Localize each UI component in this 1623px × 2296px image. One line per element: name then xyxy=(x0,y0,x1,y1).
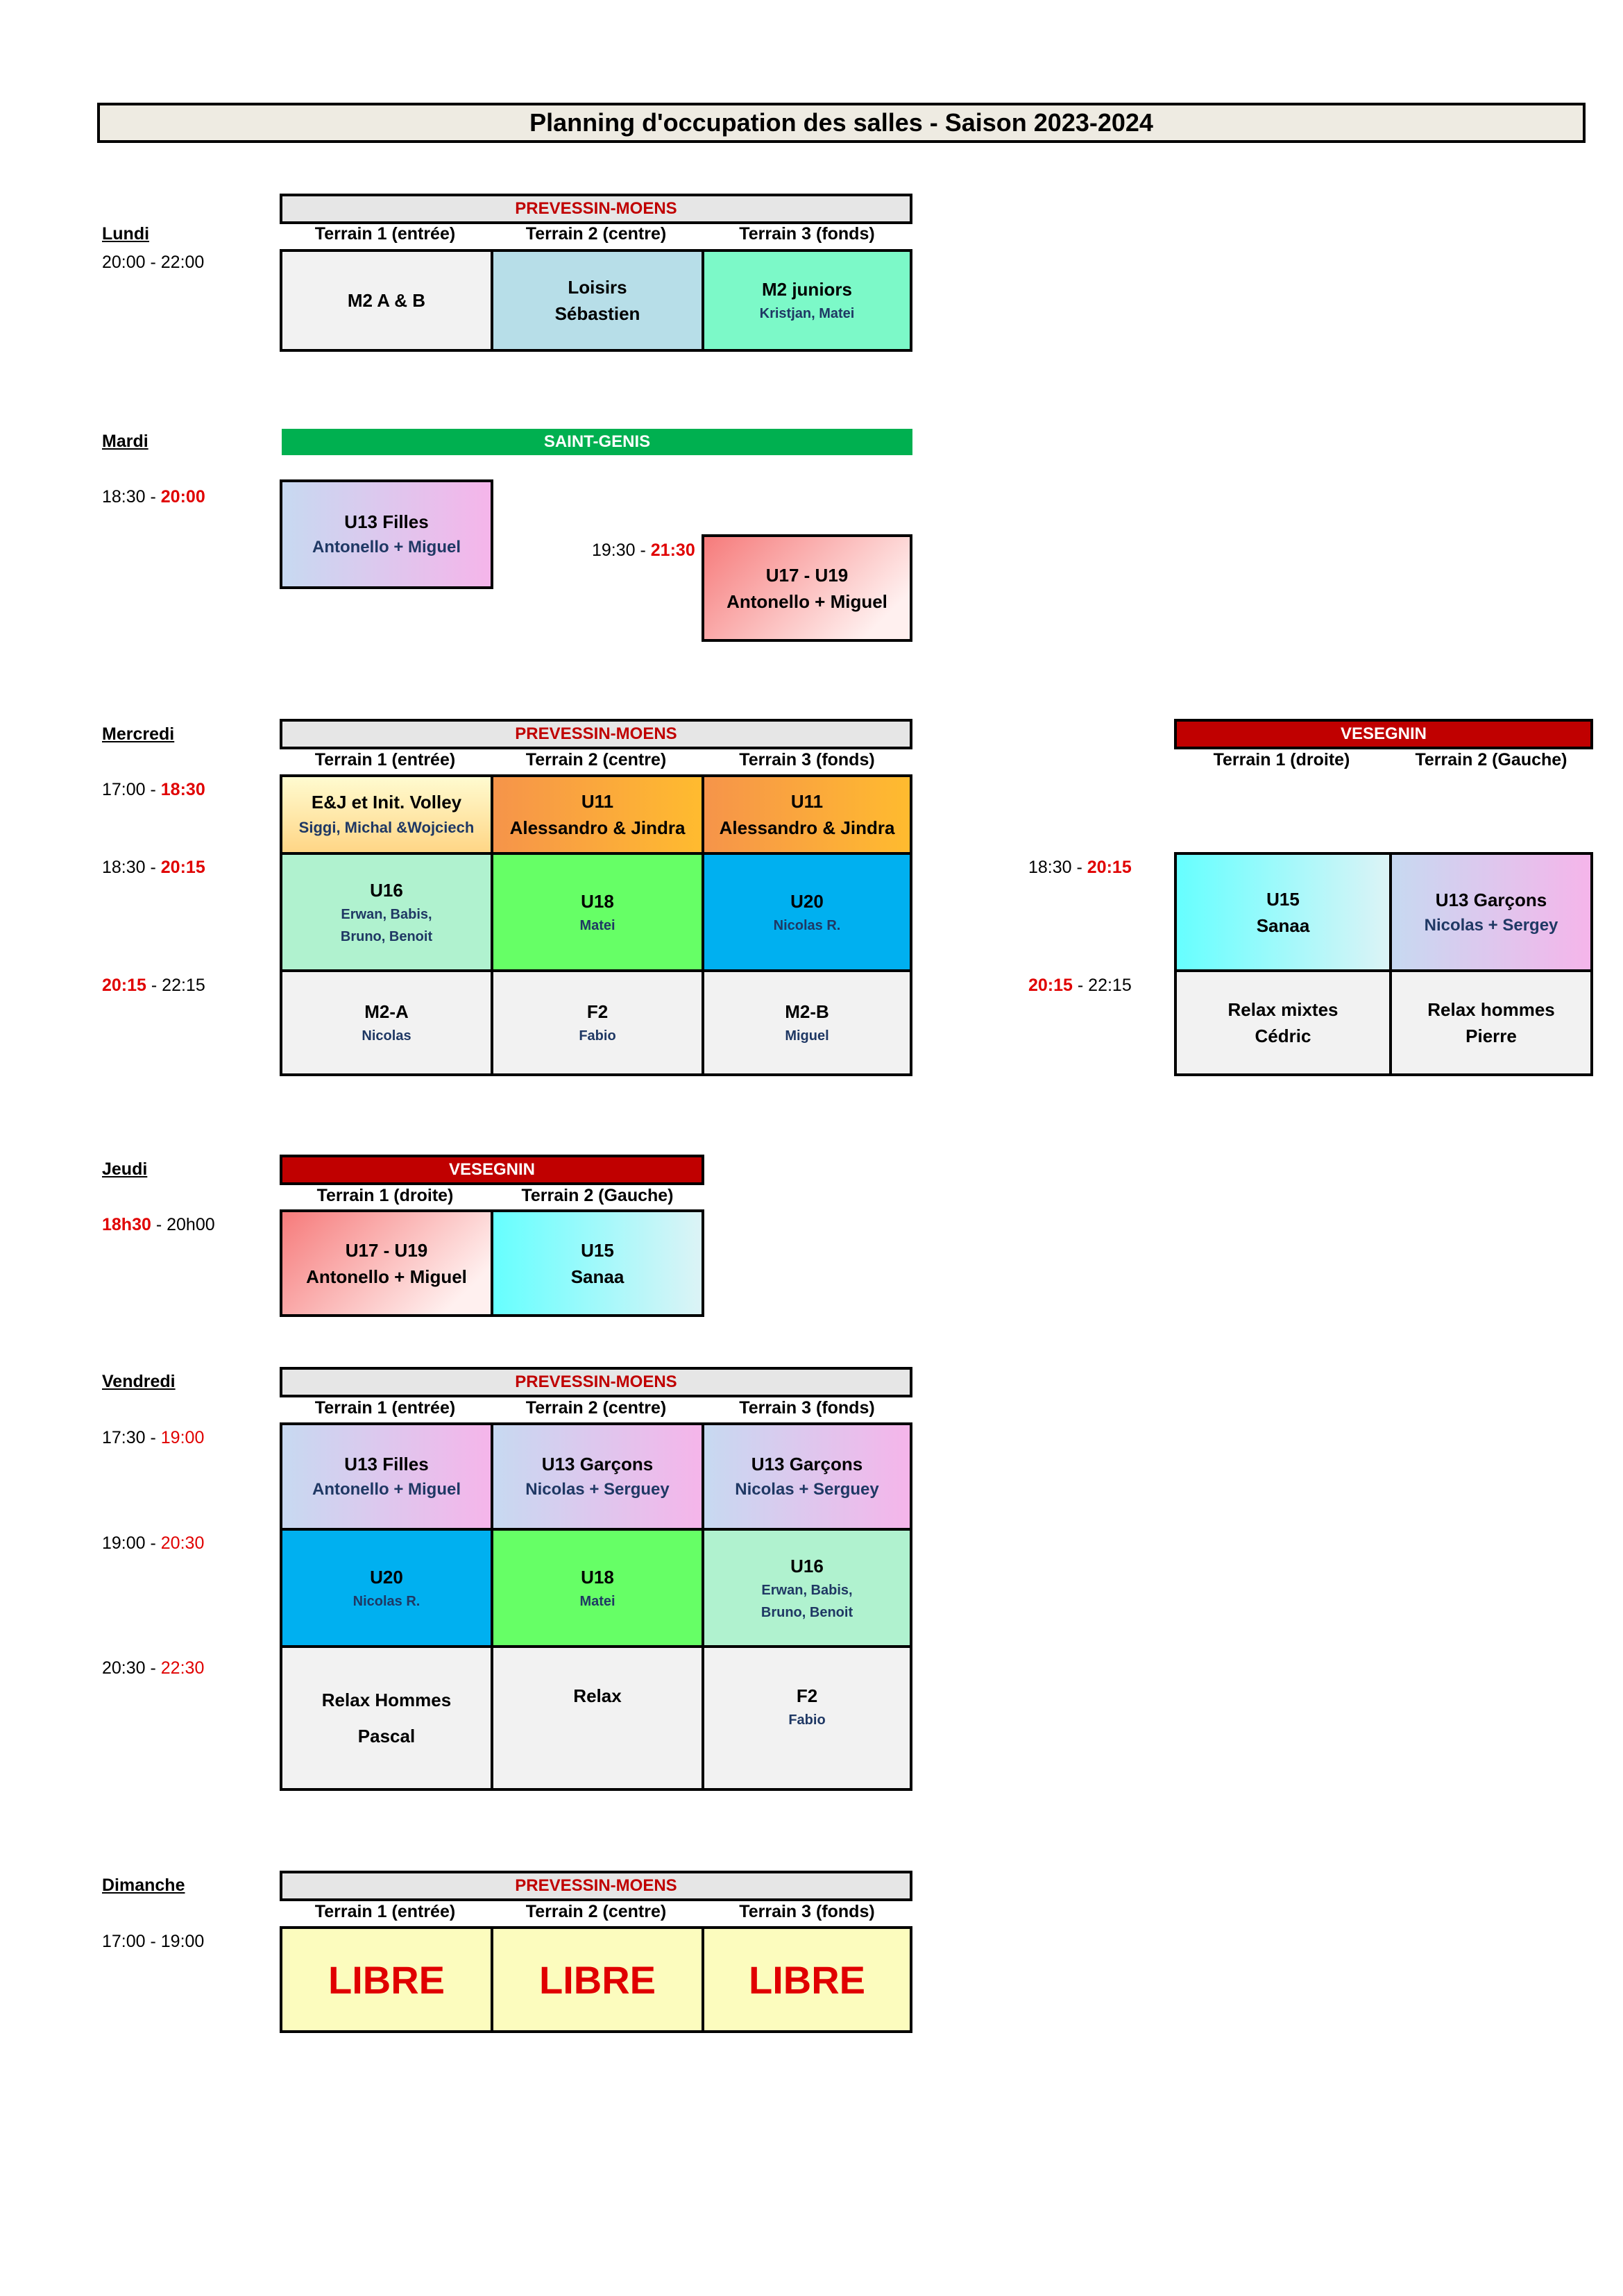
coach-name: Cédric xyxy=(1255,1026,1311,1046)
team-name: Relax Hommes xyxy=(321,1690,452,1710)
coach-name: Nicolas xyxy=(362,1028,411,1044)
court-header: Terrain 2 (Gauche) xyxy=(1415,750,1567,769)
coach-name: Matei xyxy=(579,917,615,933)
schedule-cell xyxy=(280,774,493,855)
schedule-cell xyxy=(280,969,493,1076)
time-slot: 20:15 - 22:15 xyxy=(102,976,205,995)
time-slot: 18:30 - 20:15 xyxy=(102,858,205,877)
team-name: U13 Filles xyxy=(344,1454,429,1474)
schedule-cell xyxy=(280,1645,493,1791)
court-header: Terrain 1 (droite) xyxy=(316,1186,454,1205)
coach-name: Sébastien xyxy=(554,303,640,324)
day-label-dimanche: Dimanche xyxy=(102,1876,185,1895)
team-name: Relax hommes xyxy=(1427,999,1555,1020)
coach-name: Nicolas + Serguey xyxy=(735,1480,879,1499)
coach-name: Alessandro & Jindra xyxy=(719,817,895,838)
venue-header-prevessin: PREVESSIN-MOENS xyxy=(280,719,912,749)
schedule-cell xyxy=(1389,969,1593,1076)
schedule-cell xyxy=(1389,852,1593,972)
schedule-cell xyxy=(491,1528,704,1648)
team-name: U20 xyxy=(370,1566,403,1588)
coach-name: Sanaa xyxy=(1256,915,1310,936)
coach-name: Pascal xyxy=(357,1726,416,1746)
team-name: U16 xyxy=(370,879,403,901)
court-header: Terrain 2 (centre) xyxy=(525,224,667,244)
schedule-cell xyxy=(702,1926,912,2033)
court-header: Terrain 1 (entrée) xyxy=(314,750,456,769)
coach-name: Nicolas + Serguey xyxy=(525,1480,670,1499)
venue-header-prevessin: PREVESSIN-MOENS xyxy=(280,194,912,224)
schedule-cell xyxy=(280,1926,493,2033)
schedule-cell xyxy=(491,1645,704,1791)
schedule-cell xyxy=(280,479,493,589)
free-slot-label: LIBRE xyxy=(539,1957,656,2002)
day-label-mercredi: Mercredi xyxy=(102,724,175,744)
coach-name: Erwan, Babis, xyxy=(341,906,432,922)
schedule-cell xyxy=(702,969,912,1076)
team-name: Loisirs xyxy=(568,277,627,298)
coach-name: Antonello + Miguel xyxy=(312,538,461,556)
time-slot: 18:30 - 20:15 xyxy=(1028,858,1132,877)
schedule-cell xyxy=(491,852,704,972)
schedule-cell xyxy=(491,1926,704,2033)
schedule-cell xyxy=(280,1209,493,1317)
schedule-cell xyxy=(702,774,912,855)
time-slot: 19:00 - 20:30 xyxy=(102,1533,205,1553)
coach-name: Antonello + Miguel xyxy=(306,1266,467,1287)
coach-name: Kristjan, Matei xyxy=(759,306,855,321)
coach-name: Pierre xyxy=(1465,1026,1517,1046)
coach-name: Fabio xyxy=(788,1712,826,1728)
schedule-cell xyxy=(491,969,704,1076)
team-name: U18 xyxy=(581,1566,614,1588)
team-name: M2 juniors xyxy=(761,279,852,300)
team-name: U13 Garçons xyxy=(1435,889,1547,910)
free-slot-label: LIBRE xyxy=(749,1957,865,2002)
time-slot: 20:30 - 22:30 xyxy=(102,1658,205,1678)
time-slot: 18:30 - 20:00 xyxy=(102,487,205,507)
team-name: U17 - U19 xyxy=(345,1239,428,1261)
court-header: Terrain 2 (centre) xyxy=(525,1398,667,1418)
coach-name: Nicolas R. xyxy=(773,917,841,933)
coach-name: Erwan, Babis, xyxy=(761,1582,853,1598)
team-name: U20 xyxy=(790,890,824,912)
team-name: M2 A & B xyxy=(347,290,426,311)
court-header: Terrain 2 (centre) xyxy=(525,1902,667,1921)
schedule-cell xyxy=(702,534,912,642)
schedule-cell xyxy=(280,852,493,972)
venue-header-prevessin: PREVESSIN-MOENS xyxy=(280,1871,912,1901)
schedule-cell xyxy=(280,1528,493,1648)
venue-header-vesegnin: VESEGNIN xyxy=(280,1155,704,1185)
court-header: Terrain 1 (entrée) xyxy=(314,1398,456,1418)
team-name: U11 xyxy=(790,791,824,812)
court-header: Terrain 2 (centre) xyxy=(525,750,667,769)
team-name: E&J et Init. Volley xyxy=(311,792,462,813)
team-name: U15 xyxy=(1266,888,1300,910)
time-slot: 20:15 - 22:15 xyxy=(1028,976,1132,995)
schedule-cell xyxy=(702,852,912,972)
time-slot: 17:00 - 19:00 xyxy=(102,1932,205,1951)
court-header: Terrain 1 (entrée) xyxy=(314,1902,456,1921)
coach-name: Antonello + Miguel xyxy=(726,590,887,612)
court-header: Terrain 3 (fonds) xyxy=(739,750,875,769)
coach-name: Bruno, Benoit xyxy=(340,928,433,944)
page-title: Planning d'occupation des salles - Saison 2023-2024 xyxy=(97,103,1586,143)
team-name: F2 xyxy=(796,1685,818,1706)
team-name: Relax xyxy=(573,1685,622,1706)
time-slot: 18h30 - 20h00 xyxy=(102,1215,215,1234)
team-name: U16 xyxy=(790,1555,824,1576)
team-name: F2 xyxy=(586,1001,609,1022)
schedule-cell xyxy=(702,249,912,352)
coach-name: Bruno, Benoit xyxy=(760,1604,853,1620)
venue-header-vesegnin: VESEGNIN xyxy=(1174,719,1593,749)
venue-header-prevessin: PREVESSIN-MOENS xyxy=(280,1367,912,1397)
schedule-cell xyxy=(280,249,493,352)
team-name: M2-B xyxy=(785,1001,829,1022)
team-name: U13 Garçons xyxy=(751,1454,863,1474)
team-name: M2-A xyxy=(364,1001,409,1022)
court-header: Terrain 3 (fonds) xyxy=(739,1902,875,1921)
schedule-cell xyxy=(702,1645,912,1791)
day-label-lundi: Lundi xyxy=(102,224,150,244)
coach-name: Sanaa xyxy=(570,1266,624,1287)
team-name: U15 xyxy=(581,1239,614,1261)
team-name: U13 Garçons xyxy=(541,1454,654,1474)
day-label-mardi: Mardi xyxy=(102,432,148,451)
team-name: U13 Filles xyxy=(344,511,429,532)
day-label-jeudi: Jeudi xyxy=(102,1159,148,1179)
schedule-cell xyxy=(491,249,704,352)
coach-name: Alessandro & Jindra xyxy=(509,817,686,838)
coach-name: Nicolas + Sergey xyxy=(1424,915,1558,935)
schedule-cell xyxy=(491,1209,704,1317)
team-name: U17 - U19 xyxy=(765,564,849,586)
schedule-cell xyxy=(491,1422,704,1531)
schedule-cell xyxy=(1174,969,1392,1076)
coach-name: Siggi, Michal &Wojciech xyxy=(298,819,475,836)
time-slot: 19:30 - 21:30 xyxy=(592,541,695,560)
coach-name: Nicolas R. xyxy=(352,1593,420,1609)
court-header: Terrain 2 (Gauche) xyxy=(521,1186,674,1205)
team-name: U18 xyxy=(581,890,614,912)
schedule-cell xyxy=(280,1422,493,1531)
time-slot: 20:00 - 22:00 xyxy=(102,253,205,272)
coach-name: Miguel xyxy=(785,1028,829,1044)
court-header: Terrain 1 (entrée) xyxy=(314,224,456,244)
coach-name: Fabio xyxy=(579,1028,616,1044)
schedule-cell xyxy=(702,1422,912,1531)
time-slot: 17:00 - 18:30 xyxy=(102,780,205,799)
time-slot: 17:30 - 19:00 xyxy=(102,1428,205,1447)
coach-name: Matei xyxy=(579,1593,615,1609)
schedule-cell xyxy=(702,1528,912,1648)
schedule-cell xyxy=(1174,852,1392,972)
schedule-cell xyxy=(491,774,704,855)
day-label-vendredi: Vendredi xyxy=(102,1372,176,1391)
coach-name: Antonello + Miguel xyxy=(312,1480,461,1499)
venue-header-saint-genis: SAINT-GENIS xyxy=(282,429,912,455)
team-name: Relax mixtes xyxy=(1227,999,1339,1020)
court-header: Terrain 1 (droite) xyxy=(1213,750,1350,769)
team-name: U11 xyxy=(581,791,614,812)
court-header: Terrain 3 (fonds) xyxy=(739,1398,875,1418)
free-slot-label: LIBRE xyxy=(328,1957,445,2002)
court-header: Terrain 3 (fonds) xyxy=(739,224,875,244)
